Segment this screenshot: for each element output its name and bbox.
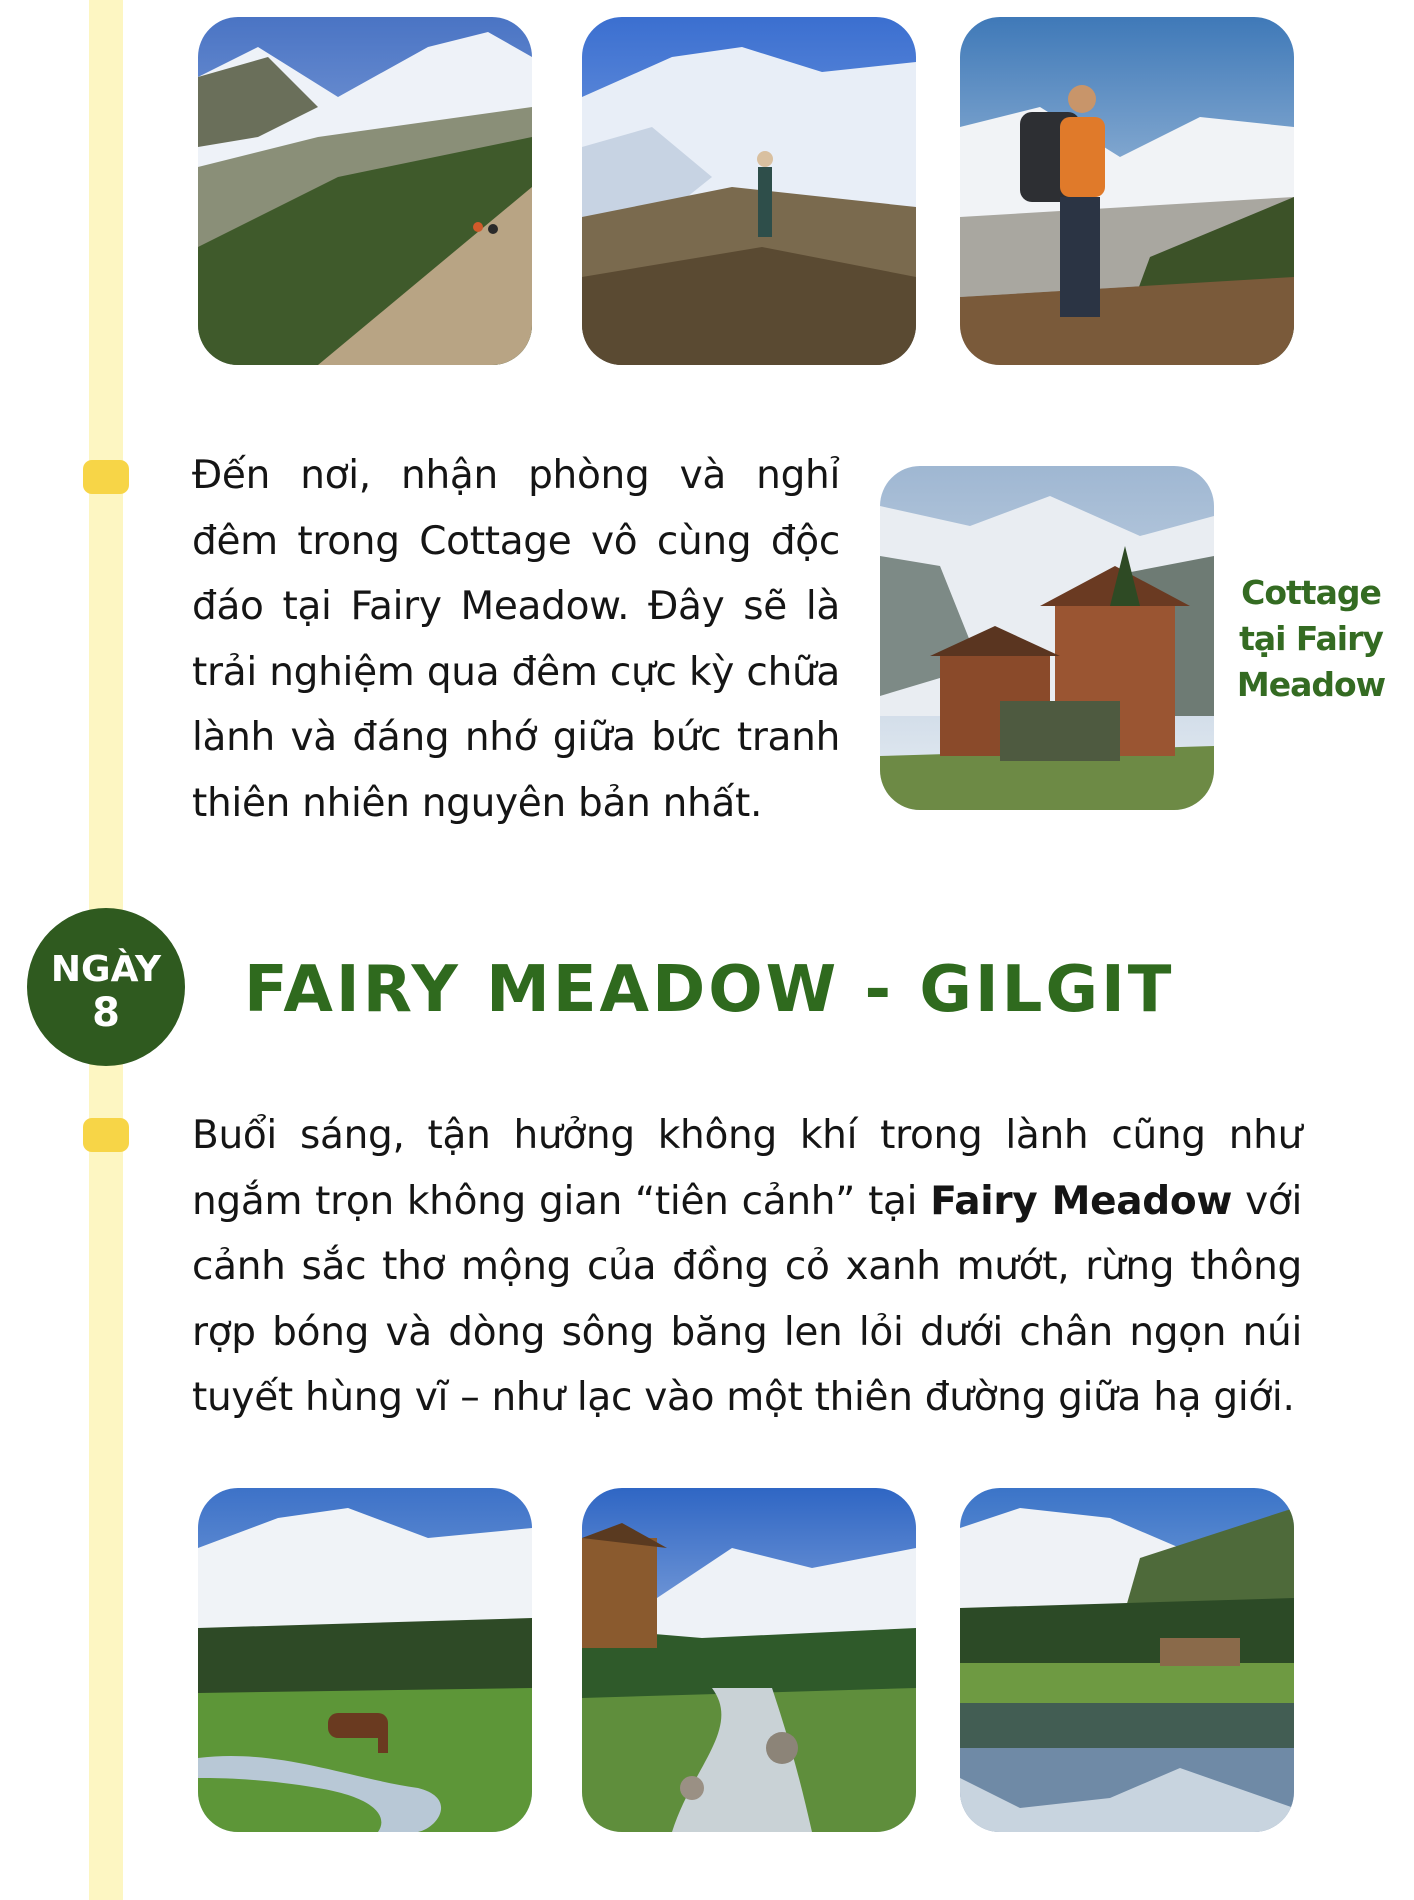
day-title: FAIRY MEADOW - GILGIT <box>244 953 1175 1027</box>
photo-backpacker-glacier-view <box>960 17 1294 365</box>
photo-wooden-cottage <box>880 466 1214 810</box>
fairy-meadow-highlight: Fairy Meadow <box>930 1178 1233 1224</box>
timeline-dot <box>83 1118 129 1152</box>
morning-text-part2: với cảnh sắc thơ mộng của đồng cỏ xanh mướt, rừng thông rợp bóng và dòng sông băng len lỏi dưới chân ngọn núi tuyết hùng vĩ – như lạc vào một thiên đường giữa hạ giới. <box>192 1178 1302 1420</box>
day-badge <box>27 908 185 1066</box>
timeline-dot <box>83 460 129 494</box>
day-badge-label: NGÀY <box>50 949 162 990</box>
photo-mountain-trail-trekkers <box>198 17 532 365</box>
photo-meadow-horse <box>198 1488 532 1832</box>
cottage-caption: Cottage tại Fairy Meadow <box>1236 573 1386 704</box>
photo-hiker-on-slope <box>582 17 916 365</box>
morning-description <box>192 1103 1302 1431</box>
day-badge-number: 8 <box>92 990 120 1036</box>
cottage-description: Đến nơi, nhận phòng và nghỉ đêm trong Cottage vô cùng độc đáo tại Fairy Meadow. Đây sẽ là trải nghiệm qua đêm cực kỳ chữa lành và đáng nhớ giữa bức tranh thiên nhiên nguyên bản nhất. <box>192 453 840 826</box>
morning-text-part1: Buổi sáng, tận hưởng không khí trong lành cũng như ngắm trọn không gian “tiên cảnh” tại <box>192 1113 1302 1224</box>
photo-lake-reflection <box>960 1488 1294 1832</box>
photo-mountain-stream <box>582 1488 916 1832</box>
